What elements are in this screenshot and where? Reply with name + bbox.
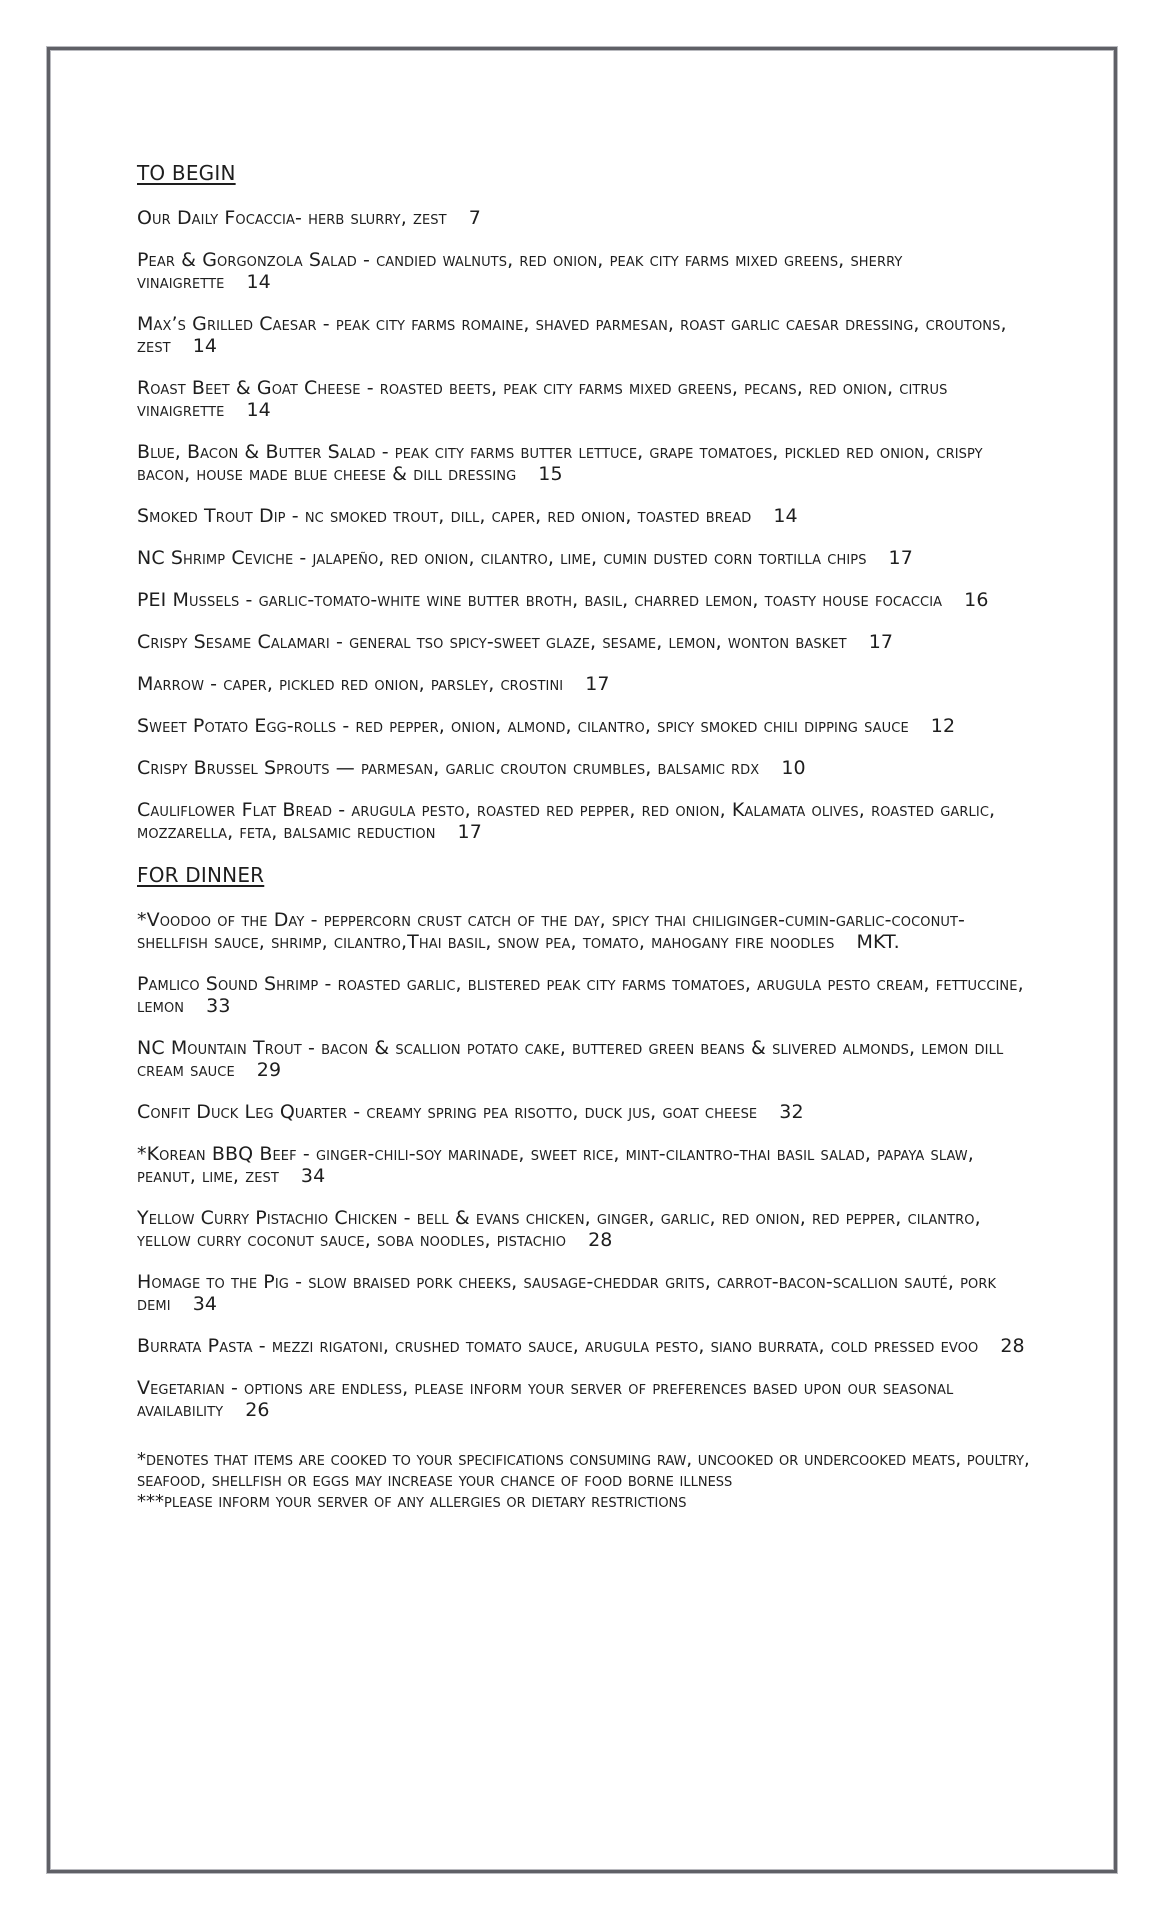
- menu-item: [137, 313, 1037, 357]
- item-name: Crispy Sesame Calamari: [137, 631, 330, 653]
- menu-item: [137, 1271, 1037, 1315]
- raw-food-disclaimer: *denotes that items are cooked to your specifications consuming raw, uncooked or undercooked meats, poultry, seafood, shellfish or eggs may increase your chance of food borne illness: [137, 1449, 1030, 1491]
- item-name: NC Shrimp Ceviche: [137, 547, 294, 569]
- item-price: 17: [585, 673, 610, 695]
- section-title: TO BEGIN: [137, 161, 236, 185]
- item-price: 14: [246, 271, 271, 293]
- item-price: 28: [1000, 1335, 1025, 1357]
- menu-content: [137, 161, 1037, 1512]
- item-price: 28: [588, 1229, 613, 1251]
- menu-item: [137, 249, 1037, 293]
- item-price: 17: [868, 631, 894, 653]
- item-desc: - peak city farms butter lettuce, grape tomatoes, pickled red onion, crispy bacon, house made blue cheese & dill dressing: [137, 441, 983, 485]
- menu-notes: [137, 1449, 1037, 1512]
- menu-item: [137, 1143, 1037, 1187]
- menu-item: [137, 1101, 1037, 1123]
- menu-item: [137, 377, 1037, 421]
- item-price: MKT.: [856, 931, 900, 953]
- item-name: Homage to the Pig: [137, 1271, 289, 1293]
- item-name: Pear & Gorgonzola Salad: [137, 249, 357, 271]
- item-price: 14: [192, 335, 218, 357]
- item-price: 26: [245, 1399, 270, 1421]
- item-price: 12: [930, 715, 956, 737]
- item-desc: - options are endless, please inform your server of preferences based upon our seasonal availability: [137, 1377, 954, 1421]
- item-name: NC Mountain Trout: [137, 1037, 302, 1059]
- menu-item: [137, 1335, 1037, 1357]
- item-desc: - peppercorn crust catch of the day, spicy thai chiliginger-cumin-garlic-coconut- shellfish sauce, shrimp, cilantro,Thai basil, snow pea, tomato, mahogany fire noodles: [137, 909, 966, 953]
- item-name: *Voodoo of the Day: [137, 909, 305, 931]
- item-price: 14: [246, 399, 271, 421]
- item-desc: - red pepper, onion, almond, cilantro, spicy smoked chili dipping sauce: [336, 715, 909, 737]
- menu-item: [137, 715, 1037, 737]
- menu-item: [137, 973, 1037, 1017]
- item-desc: - creamy spring pea risotto, duck jus, goat cheese: [347, 1101, 758, 1123]
- item-desc: - roasted beets, peak city farms mixed greens, pecans, red onion, citrus vinaigrette: [137, 377, 948, 421]
- item-desc: - ginger-chili-soy marinade, sweet rice, mint-cilantro-thai basil salad, papaya slaw, peanut, lime, zest: [137, 1143, 974, 1187]
- item-desc: - arugula pesto, roasted red pepper, red onion, Kalamata olives, roasted garlic, mozzarella, feta, balsamic reduction: [137, 799, 996, 843]
- item-name: Burrata Pasta: [137, 1335, 253, 1357]
- item-name: Blue, Bacon & Butter Salad: [137, 441, 376, 463]
- item-price: 15: [538, 463, 563, 485]
- item-price: 29: [256, 1059, 282, 1081]
- menu-item: [137, 441, 1037, 485]
- item-name: Confit Duck Leg Quarter: [137, 1101, 348, 1123]
- item-desc: — parmesan, garlic crouton crumbles, balsamic rdx: [329, 757, 760, 779]
- menu-item: [137, 757, 1037, 779]
- item-price: 10: [781, 757, 806, 779]
- section-to-begin: [137, 161, 1037, 843]
- item-name: Cauliflower Flat Bread: [137, 799, 333, 821]
- item-name: Pamlico Sound Shrimp: [137, 973, 319, 995]
- item-name: Our Daily Focaccia: [137, 207, 295, 229]
- item-desc: - slow braised pork cheeks, sausage-cheddar grits, carrot-bacon-scallion sauté, pork demi: [137, 1271, 997, 1315]
- item-desc: - mezzi rigatoni, crushed tomato sauce, arugula pesto, siano burrata, cold pressed evoo: [252, 1335, 979, 1357]
- menu-item: [137, 505, 1037, 527]
- item-name: Smoked Trout Dip: [137, 505, 286, 527]
- item-desc: - peak city farms romaine, shaved parmesan, roast garlic caesar dressing, croutons, zest: [137, 313, 1007, 357]
- menu-item: [137, 1207, 1037, 1251]
- item-price: 17: [888, 547, 913, 569]
- section-title: FOR DINNER: [137, 863, 265, 887]
- item-name: Yellow Curry Pistachio Chicken: [137, 1207, 398, 1229]
- item-price: 7: [468, 207, 481, 229]
- menu-items-starters: [137, 207, 1037, 843]
- item-desc: - herb slurry, zest: [294, 207, 447, 229]
- item-name: Vegetarian: [137, 1377, 225, 1399]
- menu-item: [137, 589, 1037, 611]
- menu-item: [137, 909, 1037, 953]
- item-name: Sweet Potato Egg-rolls: [137, 715, 337, 737]
- menu-item: [137, 1037, 1037, 1081]
- menu-item: [137, 673, 1037, 695]
- section-for-dinner: [137, 863, 1037, 1421]
- item-desc: - candied walnuts, red onion, peak city farms mixed greens, sherry vinaigrette: [137, 249, 903, 293]
- item-desc: - caper, pickled red onion, parsley, crostini: [204, 673, 564, 695]
- item-price: 17: [457, 821, 482, 843]
- item-desc: - roasted garlic, blistered peak city farms tomatoes, arugula pesto cream, fettuccine, lemon: [137, 973, 1024, 1017]
- item-desc: - bell & evans chicken, ginger, garlic, red onion, red pepper, cilantro, yellow curry coconut sauce, soba noodles, pistachio: [137, 1207, 981, 1251]
- item-desc: - general tso spicy-sweet glaze, sesame, lemon, wonton basket: [329, 631, 847, 653]
- menu-items-entrees: [137, 909, 1037, 1421]
- item-price: 32: [779, 1101, 804, 1123]
- item-desc: - garlic-tomato-white wine butter broth, basil, charred lemon, toasty house focaccia: [239, 589, 943, 611]
- item-name: *Korean BBQ Beef: [137, 1143, 297, 1165]
- item-name: Crispy Brussel Sprouts: [137, 757, 330, 779]
- menu-item: [137, 207, 1037, 229]
- item-desc: - jalapeño, red onion, cilantro, lime, cumin dusted corn tortilla chips: [293, 547, 867, 569]
- menu-item: [137, 1377, 1037, 1421]
- item-price: 34: [192, 1293, 218, 1315]
- menu-item: [137, 547, 1037, 569]
- item-name: PEI Mussels: [137, 589, 240, 611]
- item-price: 34: [300, 1165, 326, 1187]
- menu-item: [137, 799, 1037, 843]
- item-desc: - bacon & scallion potato cake, buttered green beans & slivered almonds, lemon dill cream sauce: [137, 1037, 1004, 1081]
- item-name: Marrow: [137, 673, 205, 695]
- item-price: 16: [964, 589, 989, 611]
- menu-item: [137, 631, 1037, 653]
- item-name: Roast Beet & Goat Cheese: [137, 377, 361, 399]
- item-name: Max’s Grilled Caesar: [137, 313, 317, 335]
- item-price: 33: [206, 995, 231, 1017]
- item-desc: - nc smoked trout, dill, caper, red onion, toasted bread: [285, 505, 752, 527]
- allergy-note: ***please inform your server of any allergies or dietary restrictions: [137, 1491, 687, 1512]
- item-price: 14: [773, 505, 798, 527]
